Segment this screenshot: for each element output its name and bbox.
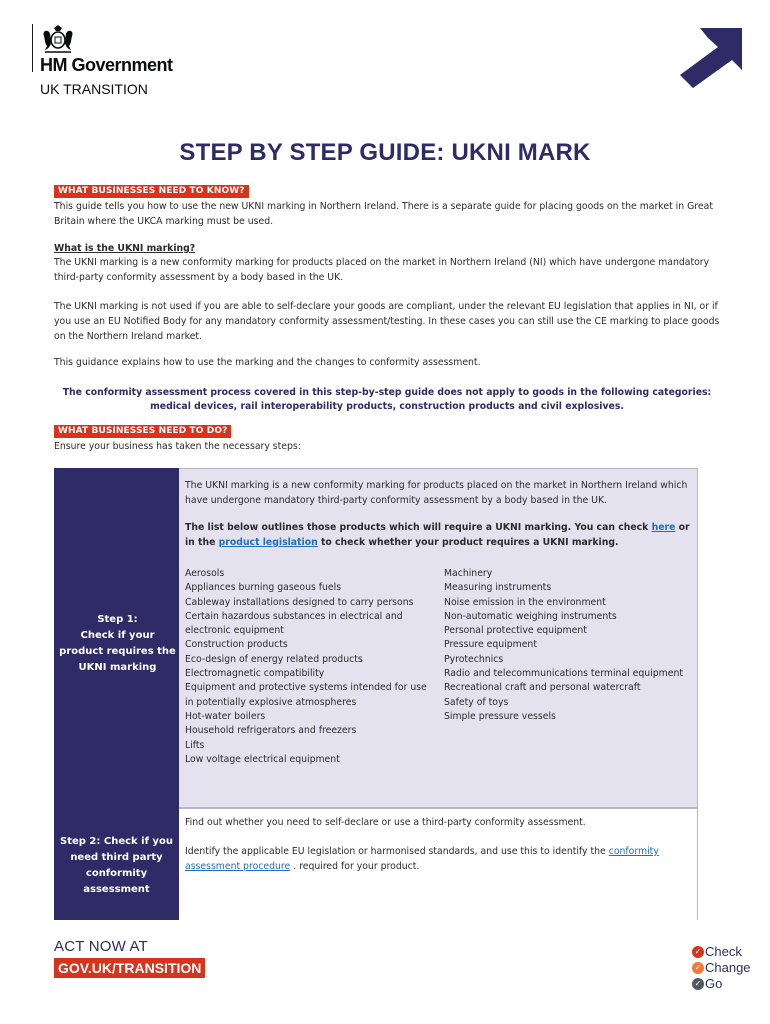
step-1-list-intro [185, 521, 690, 550]
section-label-need-to-do: WHAT BUSINESSES NEED TO DO? [54, 425, 231, 438]
step-2-content-cell [179, 808, 698, 920]
go-tick-icon: ✓ [692, 978, 704, 990]
conformity-assessment-procedure-link[interactable]: conformity assessment procedure [185, 846, 659, 872]
ccg-go-row [692, 976, 722, 991]
list-intro-text-2: or in the [185, 522, 690, 548]
product-list-item: Appliances burning gaseous fuels [185, 582, 342, 594]
step-2-text-2 [185, 845, 665, 874]
section-label-need-to-know: WHAT BUSINESSES NEED TO KNOW? [54, 185, 249, 198]
product-list-item: in potentially explosive atmospheres [185, 696, 357, 708]
answer-paragraph-3: This guidance explains how to use the marking and the changes to conformity assessment. [54, 357, 481, 368]
step-2-text-1: Find out whether you need to self-declare or use a third-party conformity assessment. [185, 817, 586, 828]
step-1-label-line4: UKNI marking [78, 662, 157, 673]
check-change-go-logo [692, 944, 762, 992]
intro-paragraph: This guide tells you how to use the new UKNI marking in Northern Ireland. There is a separate guide for placing goods on the market in Great Britain where the UKCA marking must be used. [54, 201, 713, 227]
gov-uk-transition-link[interactable]: GOV.UK/TRANSITION [54, 958, 205, 978]
answer-paragraph-1: The UKNI marking is a new conformity marking for products placed on the market in Northern Ireland (NI) which have undergone mandatory third-party conformity assessment by a body based in the UK. [54, 257, 710, 283]
org-subtitle: UK TRANSITION [40, 81, 148, 97]
product-list-item: Pyrotechnics [444, 653, 504, 665]
exclusions-note: The conformity assessment process covered in this step-by-step guide does not apply to goods in the following categories: medical devices, rail interoperability products, construction products and civil explosives. [62, 387, 712, 412]
product-list-item: Machinery [444, 568, 493, 579]
step-1-label-cell [54, 468, 179, 808]
question-heading: What is the UKNI marking? [54, 243, 196, 254]
product-list-item: Construction products [185, 639, 288, 651]
list-intro-text-3: to check whether your product requires a UKNI marking. [317, 536, 619, 548]
here-link[interactable]: here [651, 522, 676, 533]
product-list-item: Equipment and protective systems intended for use [185, 682, 427, 694]
diagonal-arrow-icon [680, 28, 742, 88]
product-list-item: Noise emission in the environment [444, 596, 606, 608]
act-now-text: ACT NOW AT [54, 938, 148, 955]
ccg-go-word: Go [705, 976, 723, 991]
step-1-label-line1: Step 1: [97, 614, 138, 625]
product-list-item: Pressure equipment [444, 639, 537, 651]
product-list-item: Cableway installations designed to carry persons [185, 596, 414, 608]
product-list-right [444, 567, 694, 724]
step-2-label-cell [54, 808, 179, 920]
product-list-item: Aerosols [185, 568, 225, 579]
step-2-label-line4: assessment [83, 884, 150, 895]
product-list-item: Lifts [185, 739, 205, 751]
royal-crest-icon [39, 24, 77, 54]
list-intro-text: The list below outlines those products which will require a UKNI marking. You can check [185, 522, 652, 533]
ccg-change-row [692, 960, 751, 975]
change-tick-icon: ✓ [692, 962, 704, 974]
product-list-left [185, 567, 435, 767]
answer-paragraph-2: The UKNI marking is not used if you are able to self-declare your goods are compliant, under the relevant EU legislation that applies in NI, or if you use an EU Notified Body for any mandatory conformity assessment/testing. In these cases you can still use the CE marking to place goods on the Northern Ireland market. [54, 301, 720, 342]
logo-divider [32, 24, 33, 72]
step-2-label-line3: conformity [85, 868, 148, 879]
step-1-content-cell [179, 468, 698, 808]
step-1-label-line3: product requires the [59, 646, 176, 657]
product-list-item: Radio and telecommunications terminal equipment [444, 668, 683, 680]
org-title: HM Government [40, 55, 173, 75]
ccg-change-word: Change [705, 960, 751, 975]
product-list-item: electronic equipment [185, 625, 284, 637]
steps-table [54, 468, 698, 920]
product-list-item: Recreational craft and personal watercraft [444, 682, 641, 694]
ccg-check-row [692, 944, 742, 959]
product-list-item: Measuring instruments [444, 582, 552, 594]
step-1-label-line2: Check if your [80, 630, 155, 641]
product-list-item: Hot-water boilers [185, 710, 266, 722]
step-2-text-2-start: Identify the applicable EU legislation or harmonised standards, and use this to identify the [185, 846, 609, 857]
product-list-item: Simple pressure vessels [444, 710, 556, 722]
step-2-label-line1: Step 2: Check if you [60, 836, 173, 847]
hm-government-logo [32, 24, 192, 104]
step-1-intro: The UKNI marking is a new conformity marking for products placed on the market in Northern Ireland which have undergone mandatory third-party conformity assessment by a body based in the UK. [185, 480, 688, 506]
product-list-item: Personal protective equipment [444, 625, 587, 637]
product-legislation-link[interactable]: product legislation [218, 536, 318, 548]
page-title: STEP BY STEP GUIDE: UKNI MARK [179, 139, 591, 166]
product-list-item: Household refrigerators and freezers [185, 725, 357, 737]
check-tick-icon: ✓ [692, 946, 704, 958]
product-list-item: Eco-design of energy related products [185, 653, 363, 665]
need-to-do-intro: Ensure your business has taken the necessary steps: [54, 441, 301, 452]
product-list-item: Low voltage electrical equipment [185, 753, 340, 765]
step-2-label-line2: need third party [70, 852, 163, 863]
product-list-item: Certain hazardous substances in electrical and [185, 610, 403, 622]
product-list-item: Safety of toys [444, 696, 509, 708]
product-list-item: Electromagnetic compatibility [185, 668, 325, 680]
step-2-text-2-end: . required for your product. [290, 860, 420, 872]
product-list-item: Non-automatic weighing instruments [444, 610, 617, 622]
ccg-check-word: Check [705, 944, 742, 959]
